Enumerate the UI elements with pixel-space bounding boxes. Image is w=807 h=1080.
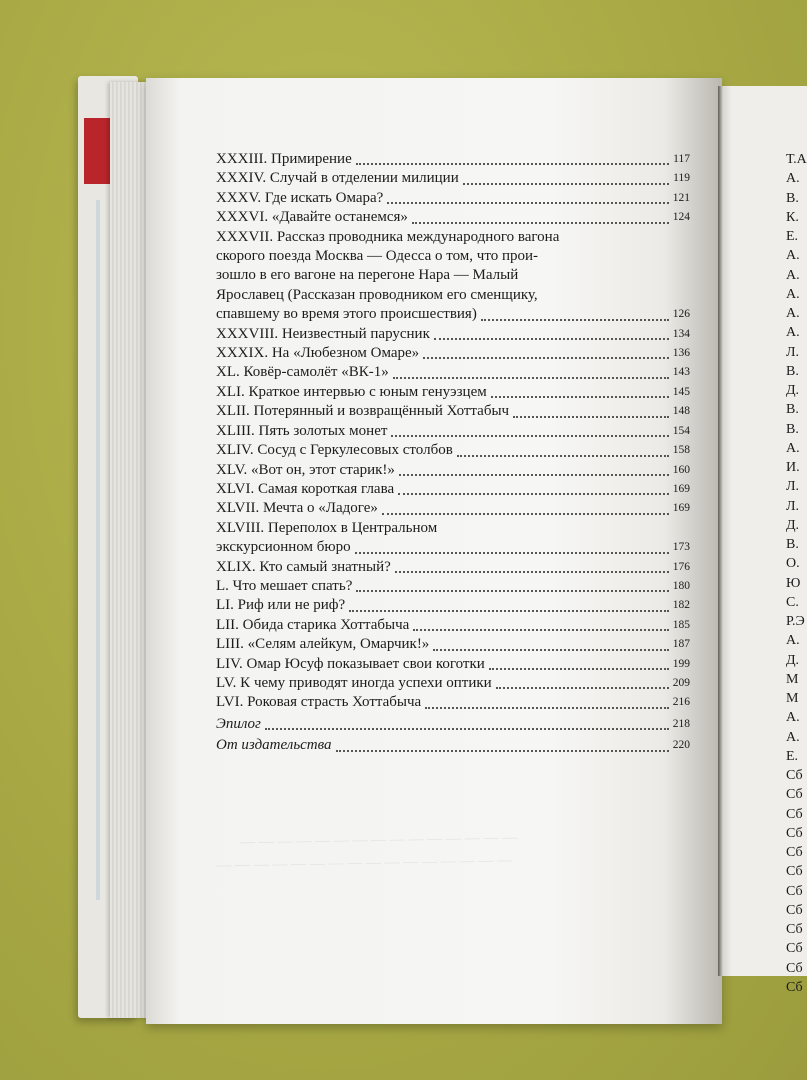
toc-entry [216,169,690,188]
toc-entry-row [216,635,690,654]
toc-entry-title: XL. Ковёр-самолёт «ВК-1» [216,364,389,381]
toc-entry-page-number: 169 [672,502,690,515]
right-page-line-start: Сб [786,941,803,957]
toc-entry [216,325,690,344]
dot-leader [391,435,668,437]
right-page-line-start: К. [786,209,799,225]
toc-entry [216,208,690,227]
toc-entry [216,344,690,363]
toc-entry-page-number: 182 [672,599,690,612]
toc-entry-row [216,383,690,402]
toc-entry-page-number: 185 [672,618,690,631]
toc-entry-row [216,596,690,615]
toc-entry-title: XLIV. Сосуд с Геркулесовых столбов [216,442,453,459]
dot-leader [393,377,669,379]
right-page-line-start: Сб [786,902,803,918]
toc-entry-row [216,325,690,344]
toc-entry [216,519,690,558]
toc-entry-row [216,189,690,208]
right-page-line-start: Сб [786,922,803,937]
toc-entry [216,635,690,654]
toc-entry-page-number: 220 [672,739,690,752]
dot-leader [412,222,669,224]
toc-entry [216,189,690,208]
right-page-line-start: А. [786,325,800,341]
dot-leader [496,687,669,689]
toc-entry [216,674,690,693]
dot-leader [489,668,669,670]
toc-entry-row [216,674,690,693]
dot-leader [382,513,669,515]
right-page-line-start: Сб [786,806,803,822]
toc-entry-row [216,577,690,596]
toc-entry-title: От издательства [216,737,332,754]
toc-entry-title: XXXIV. Случай в отделении милиции [216,170,459,187]
toc-entry [216,736,690,755]
right-page-line-start: А. [786,286,800,302]
toc-entry-title: LIII. «Селям алейкум, Омарчик!» [216,636,430,653]
toc-entry-line: XLVIII. Переполох в Центральном [216,519,438,536]
toc-entry-page-number: 119 [673,172,690,185]
toc-entry [216,228,690,325]
right-page-line-start: Е. [786,229,799,244]
right-page-line-start: Д. [786,517,800,533]
dot-leader [423,357,669,359]
table-of-contents [216,150,690,756]
toc-entry-page-number: 121 [672,191,690,204]
toc-entry [216,383,690,402]
toc-entry-row [216,402,690,421]
toc-entry-page-number: 176 [672,560,690,573]
toc-entry-title: XLIX. Кто самый знатный? [216,558,391,575]
right-page-line-start: Сб [786,768,803,783]
toc-entry [216,596,690,615]
toc-entry-line: Ярославец (Рассказан проводником его сменщику, [216,286,538,303]
toc-entry-row [216,538,690,557]
right-page-line-start: В. [786,537,799,552]
toc-entry-title: XXXVIII. Неизвестный парусник [216,325,430,342]
toc-entry-page-number: 209 [672,676,690,689]
toc-entry-page-number: 180 [672,579,690,592]
bleed-through-text: — — — — — — — — — — — — — — — — [215,852,513,874]
right-page-line-start: В. [786,363,799,379]
toc-entry [216,693,690,712]
toc-entry [216,655,690,674]
toc-entry-row [216,461,690,480]
right-page-line-start: А. [786,171,800,187]
dot-leader [457,455,669,457]
toc-entry [216,422,690,441]
right-page-line-start: А. [786,248,800,264]
toc-entry [216,461,690,480]
toc-entry-page-number: 134 [672,327,690,340]
dot-leader [481,319,669,321]
toc-entry [216,577,690,596]
dot-leader [349,610,669,612]
toc-entry-title: LVI. Роковая страсть Хоттабыча [216,694,422,711]
cover-edge-strip [96,200,100,900]
dot-leader [491,396,669,398]
toc-entry-row [216,655,690,674]
dot-leader [265,728,669,730]
right-page-line-start: Сб [786,864,803,880]
right-page-line-start: А. [786,267,800,283]
toc-entry [216,499,690,518]
right-page-line-start: Д. [786,383,800,398]
toc-entry-title: XLII. Потерянный и возвращённый Хоттабыч [216,403,510,420]
right-page-line-start: И. [786,460,800,475]
toc-entry-page-number: 173 [672,541,690,554]
right-page-line-start: Л. [786,479,799,495]
toc-entry-row [216,150,690,169]
toc-entry-title: LI. Риф или не риф? [216,597,346,614]
toc-entry-page-number: 126 [672,308,690,321]
right-page-line-start: М [786,671,799,687]
dot-leader [434,338,669,340]
right-page-line-start: С. [786,594,799,610]
toc-entry-page-number: 148 [672,405,690,418]
dot-leader [387,202,668,204]
dot-leader [398,493,669,495]
toc-entry-row [216,208,690,227]
toc-entry [216,558,690,577]
toc-entry [216,616,690,635]
page-stack-edge [110,82,150,1018]
toc-entry-title: Эпилог [216,715,261,732]
right-page-line-start: А. [786,633,800,649]
dot-leader [356,163,669,165]
toc-entry-page-number: 187 [672,638,690,651]
toc-entry-page-number: 117 [673,153,690,165]
toc-entry-title: LV. К чему приводят иногда успехи оптики [216,674,492,691]
right-page-line-start: В. [786,402,799,418]
toc-entry-row [216,558,690,577]
toc-entry-title: XLVI. Самая короткая глава [216,480,395,497]
right-page-line-start: А. [786,306,800,321]
toc-entry [216,441,690,460]
toc-entry-row [216,616,690,635]
toc-entry-page-number: 169 [672,482,690,495]
toc-entry-title: XXXIII. Примирение [216,151,352,167]
right-page-line-start: Сб [786,883,803,899]
toc-entry-title: XLI. Краткое интервью с юным генуэзцем [216,383,487,400]
dot-leader [336,750,669,752]
toc-entry-page-number: 145 [672,385,690,398]
toc-entry [216,402,690,421]
toc-entry-title: XLIII. Пять золотых монет [216,422,388,439]
toc-entry-row [216,344,690,363]
right-page-line-start: Д. [786,652,800,668]
toc-entry-line: зошло в его вагоне на перегоне Нара — Малый [216,267,519,284]
dot-leader [355,552,669,554]
toc-entry-page-number: 143 [672,366,690,379]
toc-entry-title: XXXV. Где искать Омара? [216,189,384,206]
toc-entry-title: XXXIX. На «Любезном Омаре» [216,345,420,362]
toc-entry-page-number: 160 [672,463,690,476]
toc-entry-page-number: 136 [672,347,690,360]
right-page-line-start: Сб [786,787,803,803]
toc-entry-row [216,441,690,460]
right-page-line-start: Сб [786,845,803,860]
dot-leader [513,416,669,418]
right-page-line-start: А. [786,729,800,745]
toc-entry-page-number: 218 [672,717,690,730]
toc-entry-line: XXXVII. Рассказ проводника международного вагона [216,228,560,245]
dot-leader [425,707,669,709]
toc-entry-page-number: 124 [672,211,690,224]
right-page-line-start: Сб [786,960,803,976]
right-page-line-start: М [786,691,799,706]
toc-entry-row [216,305,690,324]
dot-leader [356,590,668,592]
toc-entry-page-number: 154 [672,424,690,437]
toc-entry-row [216,480,690,499]
right-page-line-start: В. [786,190,799,206]
bleed-through-text: — — — — — — — — — — — — — — — [239,829,518,851]
toc-entry-title: XLV. «Вот он, этот старик!» [216,461,395,478]
toc-entry-line: скорого поезда Москва — Одесса о том, что прои- [216,248,539,265]
toc-entry-title: XXXVI. «Давайте останемся» [216,209,408,226]
toc-entry-row [216,715,690,734]
right-page-line-start: А. [786,440,800,456]
toc-entry-page-number: 199 [672,657,690,670]
toc-entry-row [216,169,690,188]
right-page-line-start: Р.Э [786,614,805,629]
right-page-line-start: А. [786,710,800,726]
toc-entry-page-number: 158 [672,444,690,457]
toc-entry-title: XLVII. Мечта о «Ладоге» [216,500,378,517]
right-page-line-start: Ю [786,575,801,591]
right-page-line-start: В. [786,421,799,437]
toc-entry [216,363,690,382]
toc-entry-row [216,736,690,755]
toc-entry [216,715,690,734]
dot-leader [433,649,668,651]
toc-entry-title: экскурсионном бюро [216,539,351,556]
toc-entry-title: LIV. Омар Юсуф показывает свои коготки [216,655,485,672]
right-page-line-start: Сб [786,825,803,841]
right-page-line-start: Т.А [786,152,807,167]
toc-entry [216,150,690,169]
right-page-line-start: Е. [786,748,799,764]
right-page-line-start: Сб [786,979,803,995]
right-page-toc-column [786,150,807,997]
toc-entry-row [216,499,690,518]
dot-leader [395,571,669,573]
toc-entry-title: LII. Обида старика Хоттабыча [216,616,410,633]
dot-leader [399,474,669,476]
toc-entry-row [216,693,690,712]
toc-entry-row [216,363,690,382]
dot-leader [463,183,669,185]
toc-entry [216,480,690,499]
right-page-line-start: О. [786,556,800,572]
right-page-line-start: Л. [786,498,799,514]
toc-entry-row [216,422,690,441]
dot-leader [413,629,668,631]
toc-entry-title: L. Что мешает спать? [216,577,353,594]
toc-entry-title: спавшему во время этого происшествия) [216,306,477,323]
right-page-line-start: Л. [786,344,799,360]
toc-entry-page-number: 216 [672,696,690,709]
